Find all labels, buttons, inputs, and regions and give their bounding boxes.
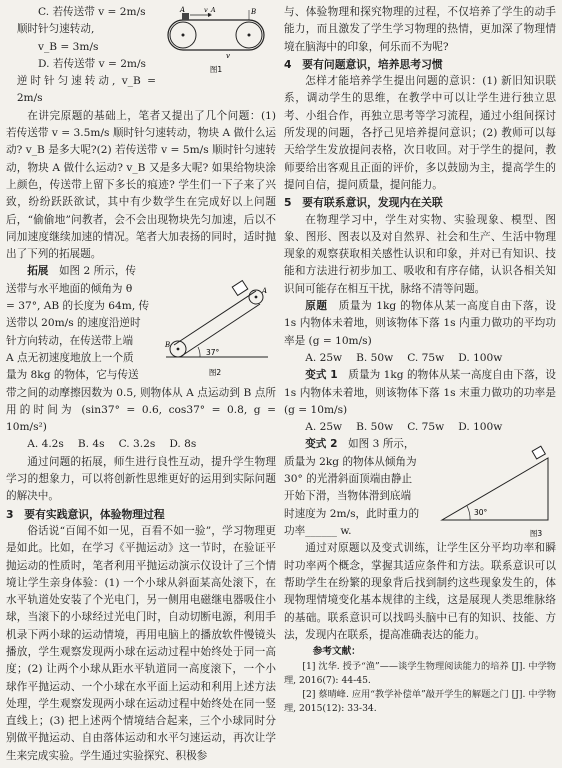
fig2-text [6,263,156,384]
left-column [6,4,276,765]
ext-line-4: 针方向转动，在传送带上端 [6,334,134,347]
fig1-label-a: A [180,6,186,14]
opt-c-line: C. 若传送带 v = 2m/s [38,6,146,18]
ext-line-2: = 37°, AB 的长度为 64m, 传 [6,300,150,313]
references-title: 参考文献： [312,646,361,658]
fig3-block [284,436,556,540]
fig1-label-v: v [226,52,230,60]
v2-line-0 [284,436,436,453]
figure-2 [156,275,274,383]
v1-option-b: B. 50w [356,421,394,434]
variant-1 [284,367,556,419]
orig-option-d: D. 100w [458,351,503,364]
ext-option-a: A. 4.2s [27,438,64,451]
fig3-text [284,436,436,540]
right-column [284,4,556,716]
fig2-angle: 37° [206,348,220,358]
ext-option-d: D. 8s [169,438,197,451]
v2-line-1: 质量为 2kg 的物体从倾角为 [284,455,417,468]
right-para-4: 通过对原题以及变式训练，让学生区分平均功率和瞬时功率两个概念，掌握其适应条件和方法。联系意识可以帮助学生在纷繁的现象背后找到制约这些现象发生的，体现物理情境变化基本规律的主线，这是展现人类思维脉络的基础。联系意识可以找吗头脑中已有的知识、技能、方法，发现内在联系，提高准确表达的能力。 [284,542,556,641]
fig1-label-va: v_A [204,6,216,14]
ext-line-3: 送带以 20m/s 的速度沿逆时 [6,317,141,330]
conveyor-belt-diagram [156,6,276,76]
ext-options [6,436,276,453]
left-para-2: 通过问题的拓展，师生进行良性互动，提升学生物理学习的想象力，可以将创新性思维更好的运用到实际问题的解决中。 [6,455,276,503]
v1-option-a: A. 25w [305,421,343,434]
variant-1-text: 质量为 1kg 的物体从某一高度自由下落，设 1s 内物体未着地，则该物体下落 1s 末重力做功的功率是 (g = 10m/s) [284,369,556,416]
opt-d-line: D. 若传送带 v = 2m/s [38,57,146,70]
figure-1 [156,6,276,76]
left-para-1: 在讲完原题的基础上，笔者又提出了几个问题：(1) 若传送带 v = 3.5m/s 顺时针匀速转动，物块 A 做什么运动? v_B 是多大呢?(2) 若传送带 v = 5m/s 顺时针匀速转动，物块 A 做什么运动? v_B 又是多大呢? 如果给物块涂上颜色，传送带上留下多长的痕迹? 学生们一下子来了兴致，纷纷跃跃欲试，其中有少数学生在完成好以上问题后，“偷偷地”问教者，会不会出现物块先匀加速，后以不同加速度继续加速的情况。笔者大加表扬的同时，适时抛出了下列的拓展题。 [6,109,276,261]
orig-option-c: C. 75w [407,351,445,364]
variant-1-label: 变式 1 [305,369,338,382]
reference-1: [1] 沈华. 授予“渔”——谈学生物理阅读能力的培养 [J]. 中学物理, 2016(7): 44-45. [284,661,556,687]
opt-c-vb: v_B = 3m/s [38,40,99,53]
orig-option-b: B. 50w [356,351,394,364]
fig1-text [6,4,156,108]
opt-d-line2: 逆时针匀速转动, v_B = 2m/s [16,75,156,105]
fig2-block [6,263,276,384]
fig1-caption: 图1 [209,65,223,74]
fig2-caption: 图2 [208,368,222,378]
left-para-3: 俗话说“百闻不如一见，百看不如一验”，学习物理更是如此。比如，在学习《平抛运动》这一节时，在验证平抛运动的性质时，笔者利用平抛运动演示仪设计了三个情境让学生亲身体验：(1) 一个小球从斜面某高处滚下，在水平轨道处安装了个光电门，另一侧用电磁继电器吸住小球，当滚下的小球经过光电门时，自动切断电源，利用手机录下两小球的运动情境，再用电脑上的播放软件慢镜头播放，学生观察发现两小球在运动过程中始终处于同一高度；(2) 让两个小球从距水平轨道同一高度滚下，一个小球作平抛运动、一个小球在水平面上运动和利用上述方法处理，学生观察发现两小球在运动过程中始终处在同一竖直线上；(3) 把上述两个情境结合起来，三个小球同时分别做平抛运动、自由落体运动和水平匀速运动，再次让学生来完成实验。学生通过实验探究、积极参 [6,524,276,762]
figure-3 [436,444,554,540]
opt-c-line2: 顺时针匀速转动, [16,23,95,36]
variant-2-label: 变式 2 [305,438,338,451]
incline-conveyor-diagram [156,275,274,383]
orig-option-a: A. 25w [305,351,343,364]
variant-1-options [284,419,556,436]
v2-line-3: 开始下滑，当物体滑到底端 [284,490,412,503]
section-5-title: 5 要有联系意识，发现内在关联 [284,196,443,210]
original-label: 原题 [305,300,328,313]
ext-line-0-text: 如图 2 所示，传 [58,265,137,278]
ext-line-0 [6,263,156,280]
ext-label: 拓展 [27,265,49,278]
incline-plane-diagram [436,444,554,540]
original-text: 质量为 1kg 的物体从某一高度自由下落，设 1s 内物体未着地，则该物体下落 1s 内重力做功的平均功率是 (g = 10m/s) [284,300,557,347]
v2-line-2: 30° 的光滑斜面顶端由静止 [284,473,413,486]
right-para-2: 怎样才能培养学生提出问题的意识：(1) 新旧知识联系，调动学生的思维，在教学中可以让学生进行独立思考、小组合作，再独立思考等学习流程，通过小组间探讨所发现的问题，各抒己见培养提问意识；(2) 教师可以每天给学生发放提问表格，次日收回。对于学生的提问，教师要给出客观且正面的评价，多以鼓励为主，提高学生的提问自信，提问质量，提问能力。 [284,75,556,191]
right-para-3: 在物理学习中，学生对实物、实验现象、模型、图象、图形、图表以及对自然界、社会和生产、生活中物理现象的观察获取相关感性认识和印象，并对已有知识、技能和方法进行初步加工、吸收和有序存储，认识各相关知识间可能存在相互干扰，脉络不清等问题。 [284,213,556,295]
ext-option-c: C. 3.2s [118,438,156,451]
original-problem [284,298,556,350]
section-4-title: 4 要有问题意识，培养思考习惯 [284,57,443,71]
fig2-label-b: B [165,341,171,350]
ext-line-1: 送带与水平地面的倾角为 θ [6,282,133,295]
fig3-caption: 图3 [529,529,543,539]
fig1-label-b: B [251,8,257,16]
fig1-block [6,4,276,108]
fig2-label-a: A [262,287,268,296]
section-3-title: 3 要有实践意识，体验物理过程 [6,507,165,521]
ext-rest: 带之间的动摩擦因数为 0.5, 则物体从 A 点运动到 B 点所用的时间为 (sin37° = 0.6, cos37° = 0.8, g = 10m/s²) [6,386,276,434]
v2-line-0-text: 如图 3 所示， [348,438,415,451]
v2-line-5: 功率______ w. [284,524,352,537]
ext-line-5: A 点无初速度地放上一个质 [6,351,134,364]
right-para-1: 与、体验物理和探究物理的过程，不仅培养了学生的动手能力，而且激发了学生学习物理的热情，更加深了物理情境在脑海中的印象，何乐而不为呢? [284,6,556,53]
v2-line-4: 时速度为 2m/s，此时重力的 [284,507,420,520]
ext-line-6: 量为 8kg 的物体，它与传送 [6,369,139,382]
v1-option-c: C. 75w [407,421,445,434]
fig3-angle: 30° [474,508,488,518]
v1-option-d: D. 100w [458,421,503,434]
ext-option-b: B. 4s [77,438,105,451]
original-options [284,350,556,367]
reference-2: [2] 蔡晴峰. 应用“教学补偿单”敲开学生的解题之门 [J]. 中学物理, 2015(12): 33-34. [284,689,556,715]
